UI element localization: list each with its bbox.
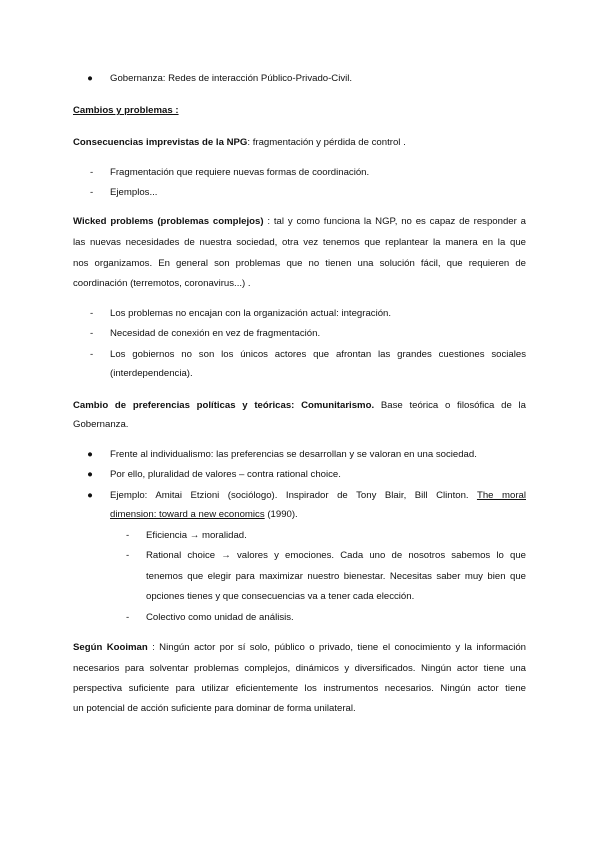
sub-colectivo: Colectivo como unidad de análisis. [146, 612, 294, 623]
book-title-link-cont[interactable]: dimension: toward a new economics [110, 509, 265, 520]
bullet-marker: ● [87, 490, 93, 501]
consecuencias-item-1: Fragmentación que requiere nuevas formas de coordinación. [110, 167, 370, 178]
kooiman-line-4: un potencial de acción suficiente para dominar de forma unilateral. [73, 703, 356, 714]
consecuencias-paragraph [73, 137, 406, 149]
cambios-heading: Cambios y problemas : [73, 105, 179, 116]
dash-marker: - [90, 349, 94, 360]
wicked-item-3-cont: (interdependencia). [110, 368, 193, 379]
wicked-line-4: coordinación (terremotos, coronavirus...) . [73, 278, 251, 289]
ejemplo-line-1: Ejemplo: Amitai Etzioni (sociólogo). Inspirador de Tony Blair, Bill Clinton. The moral [110, 490, 526, 501]
wicked-item-3: Los gobiernos no son los únicos actores que afrontan las grandes cuestiones sociales [110, 349, 526, 360]
kooiman-line-1: Según Kooiman : Ningún actor por sí solo, público o privado, tiene el conocimiento y la información [73, 642, 526, 653]
wicked-item-1: Los problemas no encajan con la organización actual: integración. [110, 308, 392, 319]
bullet-marker: ● [87, 469, 93, 480]
wicked-line-3: nos organizamos. En general son problemas que no tienen una solución fácil, que requieren de [73, 258, 526, 269]
consecuencias-label: Consecuencias imprevistas de la NPG [73, 137, 248, 148]
consecuencias-text: : fragmentación y pérdida de control . [247, 137, 406, 148]
wicked-line-1: Wicked problems (problemas complejos) : tal y como funciona la NGP, no es capaz de responder a [73, 216, 526, 227]
dash-marker: - [126, 550, 130, 561]
bullet-marker: ● [87, 449, 93, 460]
dash-marker: - [126, 530, 130, 541]
dash-marker: - [90, 328, 94, 339]
bullet-marker: ● [87, 73, 93, 84]
kooiman-label: Según Kooiman [73, 642, 148, 653]
kooiman-line-2: necesarios para solventar problemas complejos, dinámicos y diversificados. Ningún actor tiene una [73, 663, 526, 674]
sub-eficiencia: Eficiencia → moralidad. [146, 530, 247, 541]
intro-bullet-text: Gobernanza: Redes de interacción Público-Privado-Civil. [110, 73, 353, 84]
kooiman-line-3: perspectiva suficiente para utilizar eficientemente los instrumentos necesarios. Ningún actor tiene [73, 683, 526, 694]
cambio-pref-line-2: Gobernanza. [73, 419, 129, 430]
cambio-pref-line-1: Cambio de preferencias políticas y teóricas: Comunitarismo. Base teórica o filosófica de la [73, 400, 526, 411]
book-title-link[interactable]: The moral [476, 490, 526, 501]
dash-marker: - [90, 308, 94, 319]
dash-marker: - [90, 167, 94, 178]
dash-marker: - [90, 187, 94, 198]
consecuencias-item-2: Ejemplos... [110, 187, 158, 198]
wicked-item-2: Necesidad de conexión en vez de fragmentación. [110, 328, 321, 339]
sub-rational-3: opciones tienes y que consecuencias va a tener cada elección. [146, 591, 415, 602]
wicked-line-2: las nuevas necesidades de nuestra sociedad, otra vez tenemos que replantear la manera en la que [73, 237, 526, 248]
wicked-label: Wicked problems (problemas complejos) [73, 216, 264, 227]
sub-rational-2: tenemos que elegir para maximizar nuestro bienestar. Necesitas saber muy bien que [146, 571, 526, 582]
cambio-pref-bullet-2: Por ello, pluralidad de valores – contra rational choice. [110, 469, 341, 480]
ejemplo-line-2: dimension: toward a new economics (1990). [110, 509, 298, 520]
cambio-pref-label: Cambio de preferencias políticas y teóricas: Comunitarismo. [73, 400, 375, 411]
sub-rational-1: Rational choice → valores y emociones. Cada uno de nosotros sabemos lo que [146, 550, 526, 561]
dash-marker: - [126, 612, 130, 623]
cambio-pref-bullet-1: Frente al individualismo: las preferencias se desarrollan y se valoran en una sociedad. [110, 449, 477, 460]
